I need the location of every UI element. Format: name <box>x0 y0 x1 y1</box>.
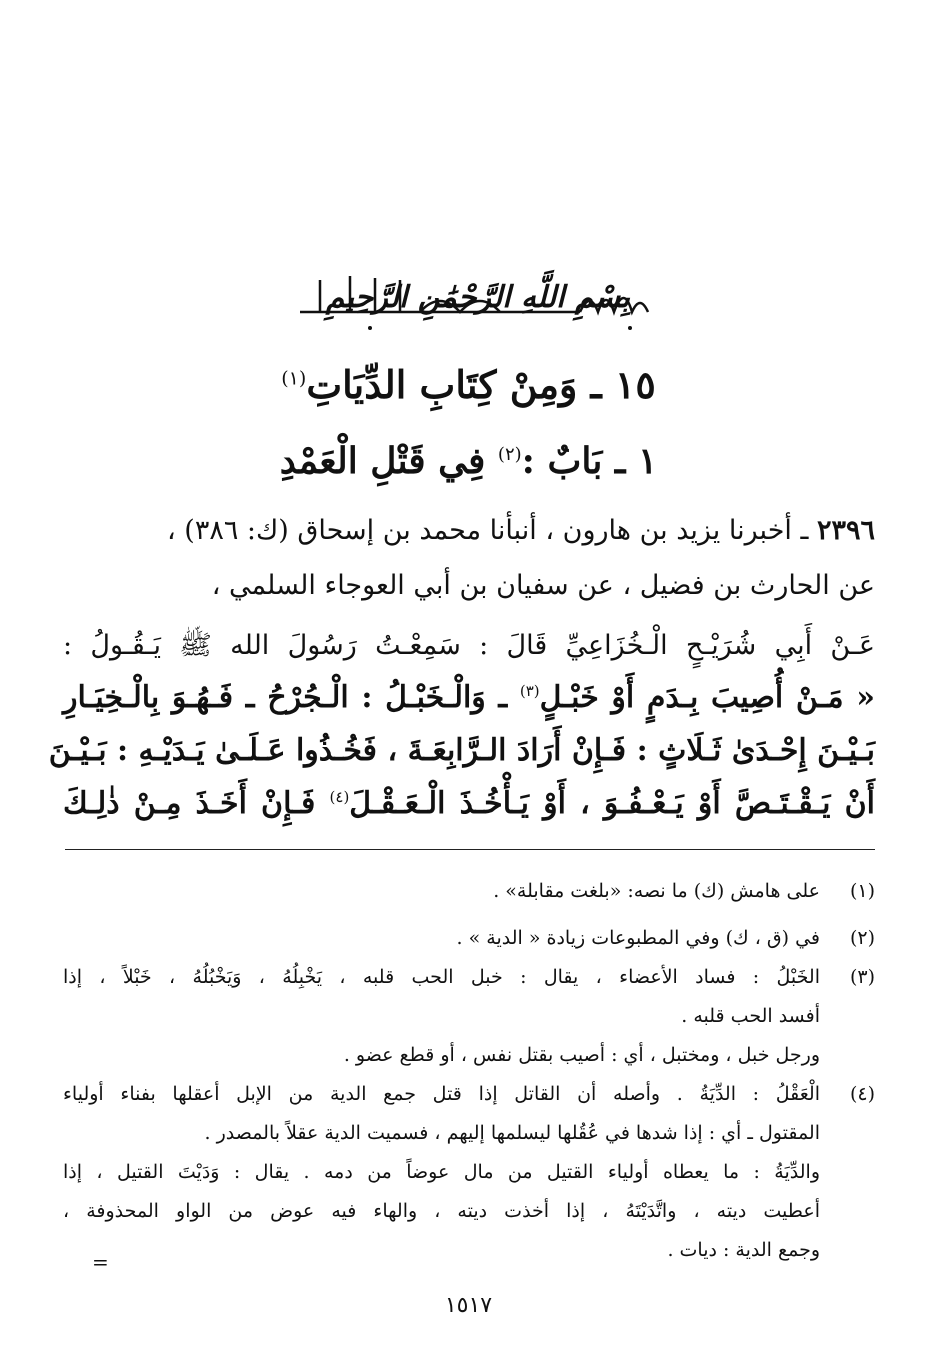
footnote-text: أعطيت ديته ، واتَّدَيْتَهُ ، إذا أخذت ديته ، والهاء فيه عوض من الواو المحذوفة ، <box>63 1200 820 1222</box>
footnote-text: أفسد الحب قلبه . <box>681 1005 820 1027</box>
footnote-text: والدِّيَةُ : ما يعطاه أولياء القتيل من مال عوضاً من دمه . يقال : وَدَيْتَ القتيل ، إذا <box>63 1161 820 1183</box>
hadith-matn-line-1: عَـنْ أَبِي شُرَيْـحٍ الْـخُزَاعِيِّ قَالَ : سَمِعْـتُ رَسُولَ الله ﷺ يَـقُـولُ : <box>63 630 875 661</box>
footnote-number: (٣) <box>849 966 875 988</box>
matn-line-4-part-a: أَنْ يَـقْـتَـصَّ أَوْ يَـعْـفُـوَ ، أَوْ يَـأْخُـذَ الْـعَـقْـلَ <box>349 786 876 821</box>
footnote-text: المقتول ـ أي : إذا شدها في عُقُلها ليسلمها إليهم ، فسميت الدية عقلاً بالمصدر . <box>204 1122 820 1144</box>
footnote-separator <box>65 849 875 850</box>
book-title <box>0 362 937 407</box>
footnote-text: الْعَقْلُ : الدِّيَةُ . وأصله أن القاتل إذا قتل جمع الدية من الإبل أعقلها بفناء أولياء <box>63 1083 820 1105</box>
footnote-number: (١) <box>849 880 875 902</box>
basmala-calligraphy <box>280 270 660 340</box>
footnote-ref-3[interactable]: (٣) <box>519 682 540 700</box>
matn-line-2-part-a: « مَـنْ أُصِيبَ بِـدَمٍ أَوْ خَبْـلٍ <box>539 680 875 715</box>
footnote-text: ورجل خبل ، ومختبل ، أي : أصيب بقتل نفس ، أو قطع عضو . <box>343 1044 820 1066</box>
footnote-ref-2[interactable]: (٢) <box>497 444 522 465</box>
matn-line-2-part-b: ـ وَالْـخَبْـلُ : الْـجُرْحُ ـ فَـهُـوَ بِالْـخِيَـارِ <box>63 680 508 715</box>
chapter-title <box>0 440 937 482</box>
hadith-isnad-line-2: عن الحارث بن فضيل ، عن سفيان بن أبي العوجاء السلمي ، <box>211 570 875 601</box>
footnote-text: الخَبْلُ : فساد الأعضاء ، يقال : خبل الحب قلبه ، يَخْبِلُهُ ، وَيَخْبُلُهُ ، خَبْلاً ، إذا <box>63 966 820 988</box>
isnad-text-1: ـ أخبرنا يزيد بن هارون ، أنبأنا محمد بن إسحاق (ك: ٣٨٦) ، <box>166 515 809 546</box>
footnote-number: (٢) <box>849 927 875 949</box>
basmala-text: بِسْمِ اللَّهِ الرَّحْمَٰنِ الرَّحِيمِ <box>325 280 630 315</box>
book-title-text: ١٥ ـ وَمِنْ كِتَابِ الدِّيَاتِ <box>306 362 656 407</box>
footnote-ref-4[interactable]: (٤) <box>329 788 350 806</box>
footnote-text: على هامش (ك) ما نصه: «بلغت مقابلة» . <box>493 880 820 902</box>
page-number: ١٥١٧ <box>444 1293 493 1318</box>
hadith-isnad-line-1 <box>55 515 875 546</box>
hadith-number: ٢٣٩٦ <box>816 515 875 546</box>
matn-line-4-part-b: فَـإِنْ أَخَـذَ مِـنْ ذٰلِـكَ <box>63 786 316 821</box>
hadith-matn-line-2 <box>63 680 875 715</box>
footnote-text: في (ق ، ك) وفي المطبوعات زيادة « الدية » . <box>456 927 820 949</box>
chapter-title-text: فِي قَتْلِ الْعَمْدِ <box>279 440 486 482</box>
continuation-mark: = <box>92 1250 109 1274</box>
footnote-text: وجمع الدية : ديات . <box>667 1239 820 1261</box>
footnote-ref-1[interactable]: (١) <box>281 367 307 390</box>
chapter-prefix: ١ ـ بَابٌ : <box>521 440 658 482</box>
hadith-matn-line-3: بَـيْـنَ إِحْـدَىٰ ثَـلَاثٍ : فَـإِنْ أَرَادَ الـرَّابِعَـةَ ، فَخُـذُوا عَـلَـىٰ يَـدَيْـهِ : بَـيْـنَ <box>48 733 875 768</box>
footnote-number: (٤) <box>849 1083 875 1105</box>
hadith-matn-line-4 <box>63 786 875 821</box>
